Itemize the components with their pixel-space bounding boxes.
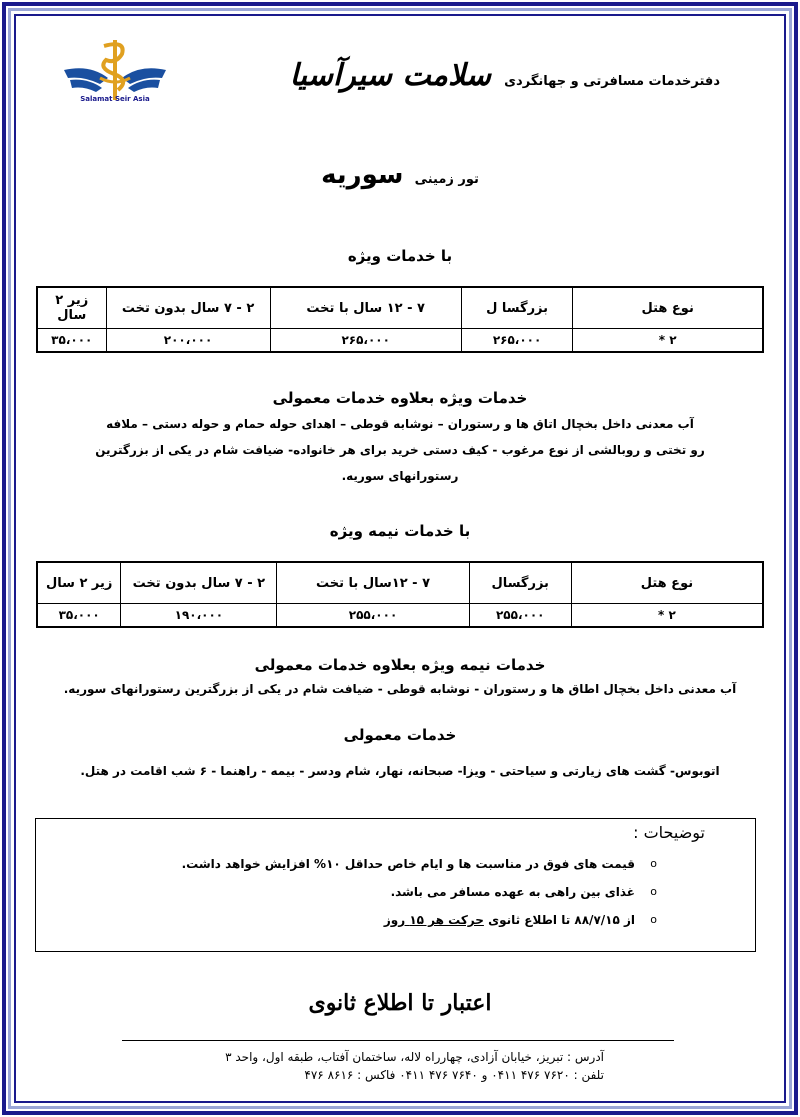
header-cell: بزرگسا ل	[461, 287, 572, 329]
special-services-line: رو تختی و روبالشی از نوع مرغوب - کیف دستی خرید برای هر خانواده- ضیافت شام در یکی از بزرگترین	[95, 443, 705, 457]
bullet-icon: o	[650, 913, 657, 926]
office-name: دفترخدمات مسافرتی و جهانگردی	[504, 74, 720, 89]
regular-services-title: خدمات معمولی	[343, 726, 457, 744]
notes-box	[35, 818, 756, 952]
table-cell: ۳۵،۰۰۰	[37, 329, 106, 353]
brand-name: سلامت سیرآسیا	[289, 58, 492, 93]
departure-frequency: حرکت هر ۱۵ روز	[383, 913, 484, 927]
table-cell: ۳۵،۰۰۰	[37, 604, 121, 628]
special-services-title: خدمات ویژه بعلاوه خدمات معمولی	[272, 389, 528, 407]
list-item	[75, 909, 657, 937]
special-package-title: با خدمات ویژه	[347, 247, 453, 265]
logo-caption: Salamat Seir Asia	[80, 95, 150, 103]
notes-list	[75, 853, 657, 937]
note-text: غذای بین راهی به عهده مسافر می باشد.	[390, 885, 635, 899]
tour-country: سوریه	[321, 160, 404, 190]
table-cell: ۲۶۵،۰۰۰	[461, 329, 572, 353]
table-cell: ۲۵۵،۰۰۰	[469, 604, 571, 628]
table-cell: ۲۰۰،۰۰۰	[106, 329, 270, 353]
table-row	[37, 604, 763, 628]
header-cell: ۷ - ۱۲ سال با تخت	[270, 287, 461, 329]
note-text: قیمت های فوق در مناسبت ها و ایام خاص حداقل ۱۰% افزایش خواهد داشت.	[181, 857, 635, 871]
tour-prefix: تور زمینی	[414, 172, 479, 187]
header-cell: ۷ - ۱۲سال با تخت	[277, 562, 469, 604]
footer-contact: تلفن : ۷۶۲۰ ۴۷۶ ۰۴۱۱ و ۷۶۴۰ ۴۷۶ ۰۴۱۱ فاکس : ۸۶۱۶ ۴۷۶	[304, 1068, 604, 1082]
header-cell: زیر ۲ سال	[37, 287, 106, 329]
list-item	[75, 881, 657, 909]
special-services-line: رستورانهای سوریه.	[341, 469, 459, 483]
semi-services-title: خدمات نیمه ویژه بعلاوه خدمات معمولی	[254, 656, 546, 674]
page-header	[280, 58, 720, 93]
table-cell: ۲ *	[573, 329, 763, 353]
header-cell: ۲ - ۷ سال بدون تخت	[106, 287, 270, 329]
header-cell: نوع هتل	[573, 287, 763, 329]
notes-label: توضیحات :	[633, 823, 705, 842]
list-item	[75, 853, 657, 881]
table-cell: ۲۶۵،۰۰۰	[270, 329, 461, 353]
table-row	[37, 329, 763, 353]
table-cell: ۲۵۵،۰۰۰	[277, 604, 469, 628]
regular-services-line: اتوبوس- گشت های زیارتی و سیاحتی - ویزا- صبحانه، نهار، شام ودسر - بیمه - راهنما - ۶ شب اقامت در هتل.	[80, 764, 720, 778]
semi-price-table	[36, 561, 764, 628]
table-header-row	[37, 562, 763, 604]
table-cell: ۱۹۰،۰۰۰	[121, 604, 277, 628]
footer-address: آدرس : تبریز، خیابان آزادی، چهارراه لاله، ساختمان آفتاب، طبقه اول، واحد ۳	[225, 1050, 604, 1064]
validity-note: اعتبار تا اطلاع ثانوی	[308, 990, 492, 1016]
special-services-block	[90, 385, 710, 489]
header-cell: زیر ۲ سال	[37, 562, 121, 604]
bullet-icon: o	[650, 885, 657, 898]
table-cell: ۲ *	[571, 604, 763, 628]
semi-services-line: آب معدنی داخل بخچال اطاق ها و رستوران - نوشابه قوطی - ضیافت شام در یکی از بزرگترین رستورانهای سوریه.	[63, 682, 737, 696]
tour-title	[0, 160, 800, 190]
header-cell: نوع هتل	[571, 562, 763, 604]
header-cell: ۲ - ۷ سال بدون تخت	[121, 562, 277, 604]
footer-divider	[122, 1040, 674, 1041]
semi-package-title: با خدمات نیمه ویژه	[329, 522, 471, 540]
bullet-icon: o	[650, 857, 657, 870]
table-header-row	[37, 287, 763, 329]
special-price-table	[36, 286, 764, 353]
note-text: از ۸۸/۷/۱۵ تا اطلاع ثانوی	[488, 913, 635, 927]
header-cell: بزرگسال	[469, 562, 571, 604]
special-services-line: آب معدنی داخل بخچال اتاق ها و رستوران – نوشابه قوطی – اهدای حوله حمام و حوله دستی – ملافه	[106, 417, 694, 431]
